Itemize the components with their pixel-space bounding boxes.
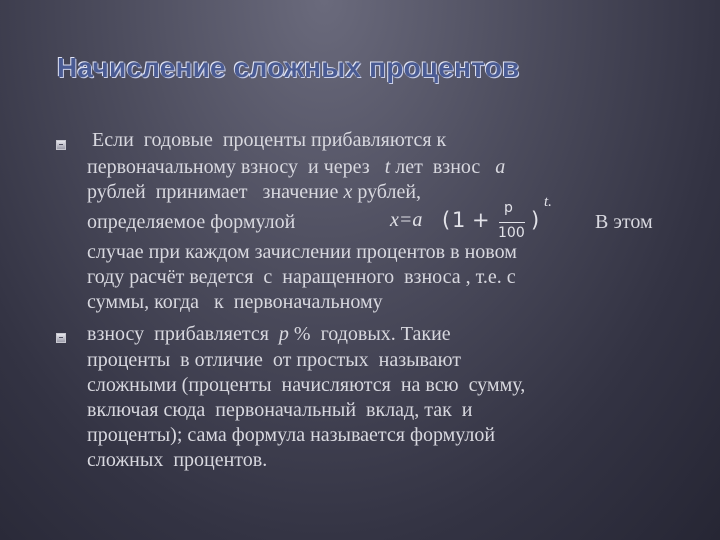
variable-a: a [495, 156, 506, 178]
paragraph-1-line-6 [87, 265, 516, 290]
slide-title: Начисление сложных процентов [57, 52, 520, 83]
text: случае при каждом зачислении процентов в новом [87, 241, 517, 263]
bullet-icon [56, 333, 66, 343]
text: рублей, [352, 181, 422, 203]
formula-paren-close: ) [531, 208, 540, 232]
text: рублей принимает значение [87, 181, 344, 203]
text: Если годовые проценты прибавляются к [87, 129, 447, 151]
paragraph-1-line-4 [87, 210, 295, 235]
variable-p: p [278, 323, 289, 345]
text: проценты); сама формула называется формулой [87, 424, 496, 446]
paragraph-1-line-4-end [595, 210, 653, 235]
text: включая сюда первоначальный вклад, так и [87, 399, 473, 421]
text: сложных процентов. [87, 449, 268, 471]
text: проценты в отличие от простых называют [87, 349, 462, 371]
formula-exponent: t. [544, 194, 552, 210]
paragraph-1-line-7 [87, 290, 383, 315]
fraction-bar [499, 222, 525, 223]
text: взносу прибавляется [87, 323, 279, 345]
text: лет взнос [390, 156, 496, 178]
paragraph-2-line-1 [87, 322, 451, 347]
paragraph-2-line-2 [87, 348, 461, 373]
text: В этом [595, 211, 653, 233]
formula-denominator: 100 [498, 225, 525, 241]
text: первоначальному взносу и через [87, 156, 385, 178]
paragraph-1-line-3 [87, 180, 421, 205]
paragraph-1-line-2 [87, 155, 505, 180]
text: году расчёт ведется с наращенного взноса , т.е. с [87, 266, 516, 288]
formula-lhs: x=a [390, 209, 423, 231]
text: сложными (проценты начисляются на всю сумму, [87, 374, 526, 396]
paragraph-2-line-5 [87, 423, 495, 448]
paragraph-1-line-5 [87, 240, 517, 265]
paragraph-2-line-4 [87, 398, 473, 423]
formula-paren-open: ( [442, 208, 451, 232]
variable-x: x [343, 181, 353, 203]
text: определяемое формулой [87, 211, 296, 233]
paragraph-1-line-1 [87, 128, 446, 153]
formula-numerator: p [504, 200, 513, 216]
variable-t: t [384, 156, 391, 178]
paragraph-2-line-6 [87, 448, 267, 473]
paragraph-2-line-3 [87, 373, 525, 398]
text: % годовых. Такие [288, 323, 451, 345]
bullet-icon [56, 140, 66, 150]
formula-one-plus: 1 + [452, 208, 490, 232]
text: суммы, когда к первоначальному [87, 291, 383, 313]
